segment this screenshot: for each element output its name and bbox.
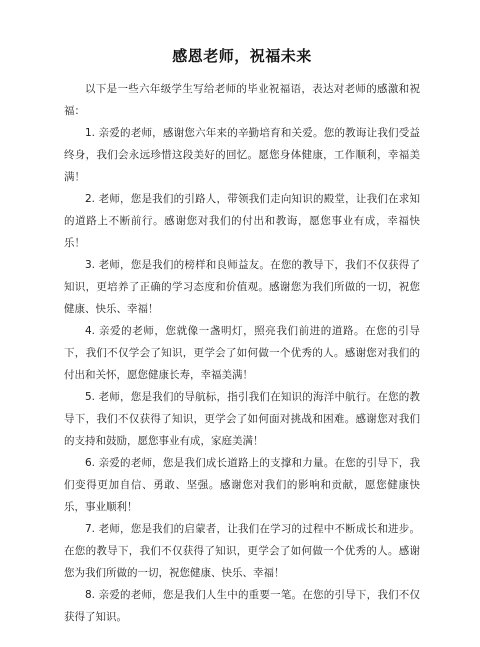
intro-paragraph: 以下是一些六年级学生写给老师的毕业祝福语，表达对老师的感激和祝福： (64, 83, 420, 117)
blessing-paragraph-3: 3. 老师，您是我们的榜样和良师益友。在您的教导下，我们不仅获得了知识，更培养了正确的学习态度和价值观。感谢您为我们所做的一切，祝您健康、快乐、幸福！ (64, 259, 420, 315)
blessing-paragraph-4: 4. 亲爱的老师，您就像一盏明灯，照亮我们前进的道路。在您的引导下，我们不仅学会了知识，更学会了如何做一个优秀的人。感谢您对我们的付出和关怀，愿您健康长寿，幸福美满！ (64, 325, 420, 381)
blessing-paragraph-8: 8. 亲爱的老师，您是我们人生中的重要一笔。在您的引导下，我们不仅获得了知识。 (64, 589, 420, 623)
document-title: 感恩老师，祝福未来 (172, 47, 312, 65)
blessing-paragraph-1: 1. 亲爱的老师，感谢您六年来的辛勤培育和关爱。您的教诲让我们受益终身，我们会永远珍惜这段美好的回忆。愿您身体健康，工作顺利，幸福美满！ (64, 127, 420, 183)
blessing-paragraph-5: 5. 老师，您是我们的导航标，指引我们在知识的海洋中航行。在您的教导下，我们不仅获得了知识，更学会了如何面对挑战和困难。感谢您对我们的支持和鼓励，愿您事业有成，家庭美满！ (64, 391, 420, 447)
blessing-paragraph-6: 6. 亲爱的老师，您是我们成长道路上的支撑和力量。在您的引导下，我们变得更加自信、勇敢、坚强。感谢您对我们的影响和贡献，愿您健康快乐，事业顺利！ (64, 457, 420, 513)
document-page (64, 46, 420, 628)
blessing-paragraph-7: 7. 老师，您是我们的启蒙者，让我们在学习的过程中不断成长和进步。在您的教导下，我们不仅获得了知识，更学会了如何做一个优秀的人。感谢您为我们所做的一切，祝您健康、快乐、幸福！ (64, 523, 420, 579)
blessing-paragraph-2: 2. 老师，您是我们的引路人，带领我们走向知识的殿堂，让我们在求知的道路上不断前行。感谢您对我们的付出和教诲，愿您事业有成，幸福快乐！ (64, 193, 420, 249)
